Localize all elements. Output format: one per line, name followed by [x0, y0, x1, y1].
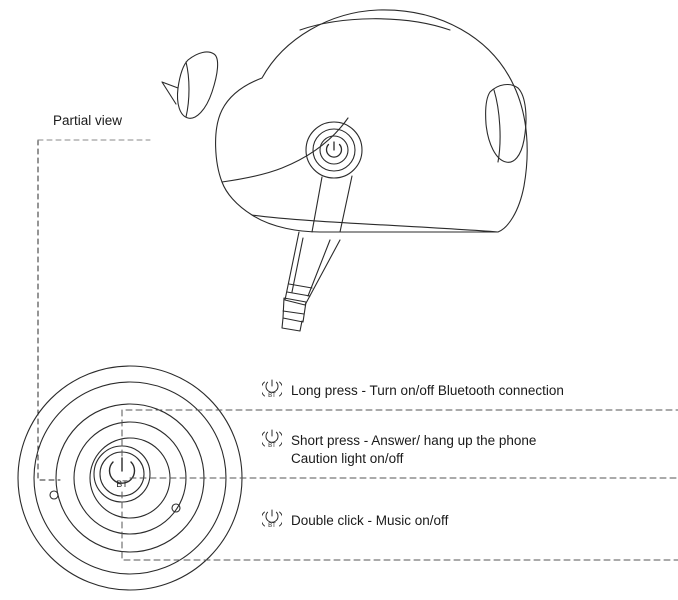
svg-text:BT: BT [268, 393, 276, 399]
callout-dashed-path [38, 140, 60, 480]
bluetooth-power-button-icon [262, 378, 282, 400]
helmet-button-lead-line [312, 177, 322, 232]
instruction-short-press-line2: Caution light on/off [291, 450, 404, 466]
strap-plug-body [283, 298, 306, 322]
helmet-right-vent [486, 85, 526, 163]
helmet-top-seam [300, 19, 450, 30]
svg-text:BT: BT [268, 523, 276, 529]
helmet-left-vent [177, 52, 217, 118]
helmet-left-vent-tail [162, 82, 178, 104]
helmet-right-vent-detail [494, 90, 500, 162]
helmet-left-vent-detail [186, 62, 189, 117]
instruction-short-press [291, 432, 536, 467]
svg-text:BT: BT [268, 443, 276, 449]
strap-connector-inner-left [292, 238, 303, 292]
detail-screw-left [50, 491, 58, 499]
strap-connector-body [285, 232, 340, 305]
instruction-long-press [291, 382, 564, 400]
helmet-brim-line [222, 118, 348, 182]
strap-rib-2 [287, 292, 310, 296]
instruction-long-press-line1: Long press - Turn on/off Bluetooth connection [291, 383, 564, 398]
instruction-short-press-line1: Short press - Answer/ hang up the phone [291, 433, 537, 448]
strap-plug-rib [283, 311, 304, 314]
detail-button-bt-label: BT [116, 479, 128, 489]
helmet-button-lead-line-2 [340, 176, 352, 232]
bluetooth-power-button-icon [262, 508, 282, 530]
instruction-double-click-line1: Double click - Music on/off [291, 513, 449, 528]
instruction-double-click [291, 512, 448, 530]
partial-view-label: Partial view [53, 113, 123, 128]
bluetooth-power-button-icon [262, 428, 282, 450]
helmet-button-power-glyph [327, 142, 342, 157]
helmet-outline [216, 10, 528, 232]
